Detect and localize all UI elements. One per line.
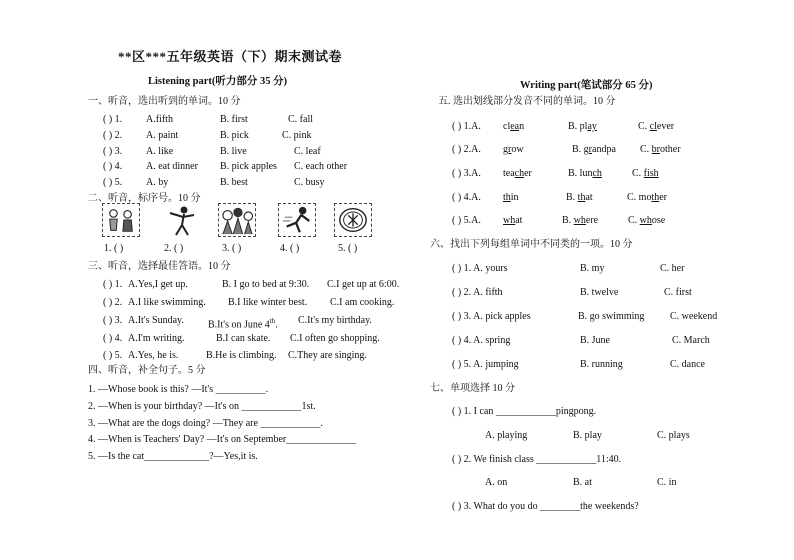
s3-row3-a: A.It's Sunday. [128,315,184,326]
s5-row2-c-underlined: br [651,144,661,155]
s5-row2-c [640,144,681,156]
s5-row5-c-underlined: wh [639,215,652,226]
s3-row2-b: B.I like winter best. [228,297,308,308]
s1-row4-a: A. eat dinner [146,161,198,172]
s5-row1-a-underlined: ea [510,121,520,132]
s3-row1-c: C.I get up at 6:00. [327,279,400,290]
section2-heading: 二、听音，标序号。10 分 [88,193,201,204]
s5-row5-b-pre: B. [562,215,574,226]
picture-1-children-image [102,203,140,237]
s5-row4-c-underlined: th [651,192,660,203]
s3-row4-c: C.I often go shopping. [290,333,380,344]
page-title: **区***五年级英语（下）期末测试卷 [118,49,343,64]
section1-heading: 一、听音，选出听到的单词。10 分 [88,96,241,107]
s6-row4-c: C. March [672,335,710,346]
s5-row5-c-post: ose [651,215,666,226]
s4-sentence-2: 2. —When is your birthday? —It's on ____________1st. [88,401,316,412]
s4-sentence-3: 3. —What are the dogs doing? —They are ____________. [88,418,323,429]
s5-row3-a-post: er [524,168,532,179]
s6-row2-b: B. twelve [580,287,619,298]
s5-row1-c-post: ever [656,121,675,132]
s5-row5-b [562,215,598,227]
picture-5-label: 5. ( ) [338,243,358,254]
section7-heading: 七、单项选择 10 分 [430,383,515,394]
s5-row1-a-pre: cl [503,121,511,132]
s7-q2-option-a: A. on [485,477,508,488]
s6-row3-c: C. weekend [670,311,718,322]
section3-heading: 三、听音，选择最佳答语。10 分 [88,261,231,272]
s1-row2-a: A. paint [146,130,179,141]
s5-row1-c-pre: C. [638,121,650,132]
s5-row5-b-underlined: wh [573,215,586,226]
s4-sentence-1: 1. —Whose book is this? —It's __________. [88,384,269,395]
s5-row5-b-post: ere [585,215,599,226]
s1-row3-num: ( ) 3. [103,146,123,157]
s5-row2-c-post: other [660,144,681,155]
s5-row2-b [572,144,616,156]
s3-row1-num: ( ) 1. [103,279,123,290]
s3-row5-b: B.He is climbing. [206,350,277,361]
picture-2-person-image [162,203,200,237]
s1-row2-c: C. pink [282,130,312,141]
s3-row3-num: ( ) 3. [103,315,123,326]
s3-row3-b-text: B.It's on June 4 [208,319,270,331]
s5-row1-a-post: n [519,121,525,132]
s3-row1-a: A.Yes,I get up. [128,279,188,290]
s5-row3-c [632,168,659,180]
s1-row1-c: C. fall [288,114,313,125]
s5-row3-c-underlined: fish [643,168,659,179]
s5-row1-a [503,121,524,133]
s7-q1-option-b: B. play [573,430,602,441]
s6-row1-a: ( ) 1. A. yours [452,263,508,274]
s5-row4-b-post: at [585,192,593,203]
s5-row5-c-pre: C. [628,215,640,226]
s5-row4-a-post: in [510,192,519,203]
writing-header: Writing part(笔试部分 65 分) [520,80,653,91]
s1-row4-num: ( ) 4. [103,161,123,172]
picture-3-label: 3. ( ) [222,243,242,254]
s5-row2-b-post: andpa [592,144,616,155]
s5-row4-b-underlined: th [577,192,586,203]
s3-row2-num: ( ) 2. [103,297,123,308]
s3-row4-b: B.I can skate. [216,333,271,344]
s4-sentence-5: 5. —Is the cat_____________?—Yes,it is. [88,451,258,462]
s5-row1-c [638,121,674,133]
s5-row5-c [628,215,665,227]
s3-row1-b: B. I go to bed at 9:30. [222,279,310,290]
s1-row2-b: B. pick [220,130,249,141]
s1-row3-c: C. leaf [294,146,321,157]
s6-row5-b: B. running [580,359,623,370]
s6-row4-b: B. June [580,335,610,346]
s5-row5-num: ( ) 5.A. [452,215,481,226]
s5-row4-a [503,192,519,204]
s6-row5-a: ( ) 5. A. jumping [452,359,519,370]
s7-question-1: ( ) 1. I can ____________pingpong. [452,406,597,417]
s6-row2-a: ( ) 2. A. fifth [452,287,503,298]
s5-row1-num: ( ) 1.A. [452,121,481,132]
s5-row2-a-underlined: gr [503,144,512,155]
s3-row4-num: ( ) 4. [103,333,123,344]
picture-2-label: 2. ( ) [164,243,184,254]
s1-row2-num: ( ) 2. [103,130,123,141]
s5-row3-b-pre: B. lun [568,168,593,179]
s5-row2-b-underlined: gr [583,144,593,155]
section5-heading: 五. 选出划线部分发音不同的单词。10 分 [438,96,616,107]
s5-row3-b [568,168,602,180]
s3-row4-a: A.I'm writing. [128,333,185,344]
s3-row3-c: C.It's my birthday. [298,315,372,326]
s5-row4-num: ( ) 4.A. [452,192,481,203]
section4-heading: 四、听音，补全句子。5 分 [88,365,206,376]
s5-row4-b-pre: B. [566,192,578,203]
picture-4-runner-image [278,203,316,237]
s6-row5-c: C. dance [670,359,705,370]
s5-row1-b [568,121,597,133]
s1-row5-c: C. busy [294,177,325,188]
s5-row2-a [503,144,524,156]
s3-row5-c: C.They are singing. [288,350,367,361]
s5-row1-c-underlined: cl [649,121,657,132]
s6-row3-a: ( ) 3. A. pick apples [452,311,531,322]
s5-row3-b-underlined: ch [592,168,602,179]
s6-row1-c: C. her [660,263,685,274]
s7-question-2: ( ) 2. We finish class ____________11:40. [452,454,622,465]
s3-row3-b [208,315,278,331]
s1-row3-a: A. like [146,146,174,157]
s5-row2-b-pre: B. [572,144,584,155]
listening-header: Listening part(听力部分 35 分) [148,76,288,87]
s3-row3-b-sup: th [269,317,276,325]
s3-row2-c: C.I am cooking. [330,297,395,308]
s5-row4-c [627,192,667,204]
s6-row1-b: B. my [580,263,605,274]
s5-row2-num: ( ) 2.A. [452,144,481,155]
picture-5-sign-image [334,203,372,237]
s7-q2-option-b: B. at [573,477,592,488]
s5-row1-b-pre: B. pl [568,121,588,132]
s1-row4-b: B. pick apples [220,161,277,172]
s3-row5-num: ( ) 5. [103,350,123,361]
s5-row4-b [566,192,593,204]
s1-row1-b: B. first [220,114,248,125]
s5-row4-c-post: er [659,192,668,203]
s3-row2-a: A.I like swimming. [128,297,206,308]
s1-row5-b: B. best [220,177,248,188]
s5-row5-a [503,215,522,227]
s5-row3-a [503,168,532,180]
s4-sentence-4: 4. —When is Teachers' Day? —It's on September______________ [88,434,357,445]
s1-row5-num: ( ) 5. [103,177,123,188]
s7-q1-option-c: C. plays [657,430,690,441]
picture-4-label: 4. ( ) [280,243,300,254]
s6-row3-b: B. go swimming [578,311,645,322]
s5-row3-a-pre: tea [503,168,515,179]
s1-row1-num: ( ) 1. [103,114,123,125]
s5-row5-a-underlined: wh [503,215,516,226]
s5-row3-a-underlined: ch [514,168,525,179]
s5-row2-c-pre: C. [640,144,652,155]
s6-row4-a: ( ) 4. A. spring [452,335,511,346]
s7-q2-option-c: C. in [657,477,677,488]
section6-heading: 六、找出下列每组单词中不同类的一项。10 分 [430,239,633,250]
s1-row4-c: C. each other [294,161,348,172]
s3-row3-b-end: . [275,319,278,331]
s5-row4-a-underlined: th [503,192,511,203]
s5-row1-b-underlined: ay [587,121,597,132]
s5-row3-c-pre: C. [632,168,644,179]
s7-q1-option-a: A. playing [485,430,528,441]
s1-row1-a: A.fifth [146,114,173,125]
s5-row2-a-post: ow [511,144,524,155]
picture-1-label: 1. ( ) [104,243,124,254]
s6-row2-c: C. first [664,287,692,298]
s5-row5-a-post: at [515,215,523,226]
s5-row4-c-pre: C. mo [627,192,652,203]
picture-3-family-image [218,203,256,237]
s3-row5-a: A.Yes, he is. [128,350,179,361]
s7-question-3: ( ) 3. What do you do ________the weekends? [452,501,639,512]
s5-row3-num: ( ) 3.A. [452,168,481,179]
s1-row5-a: A. by [146,177,169,188]
s1-row3-b: B. live [220,146,247,157]
